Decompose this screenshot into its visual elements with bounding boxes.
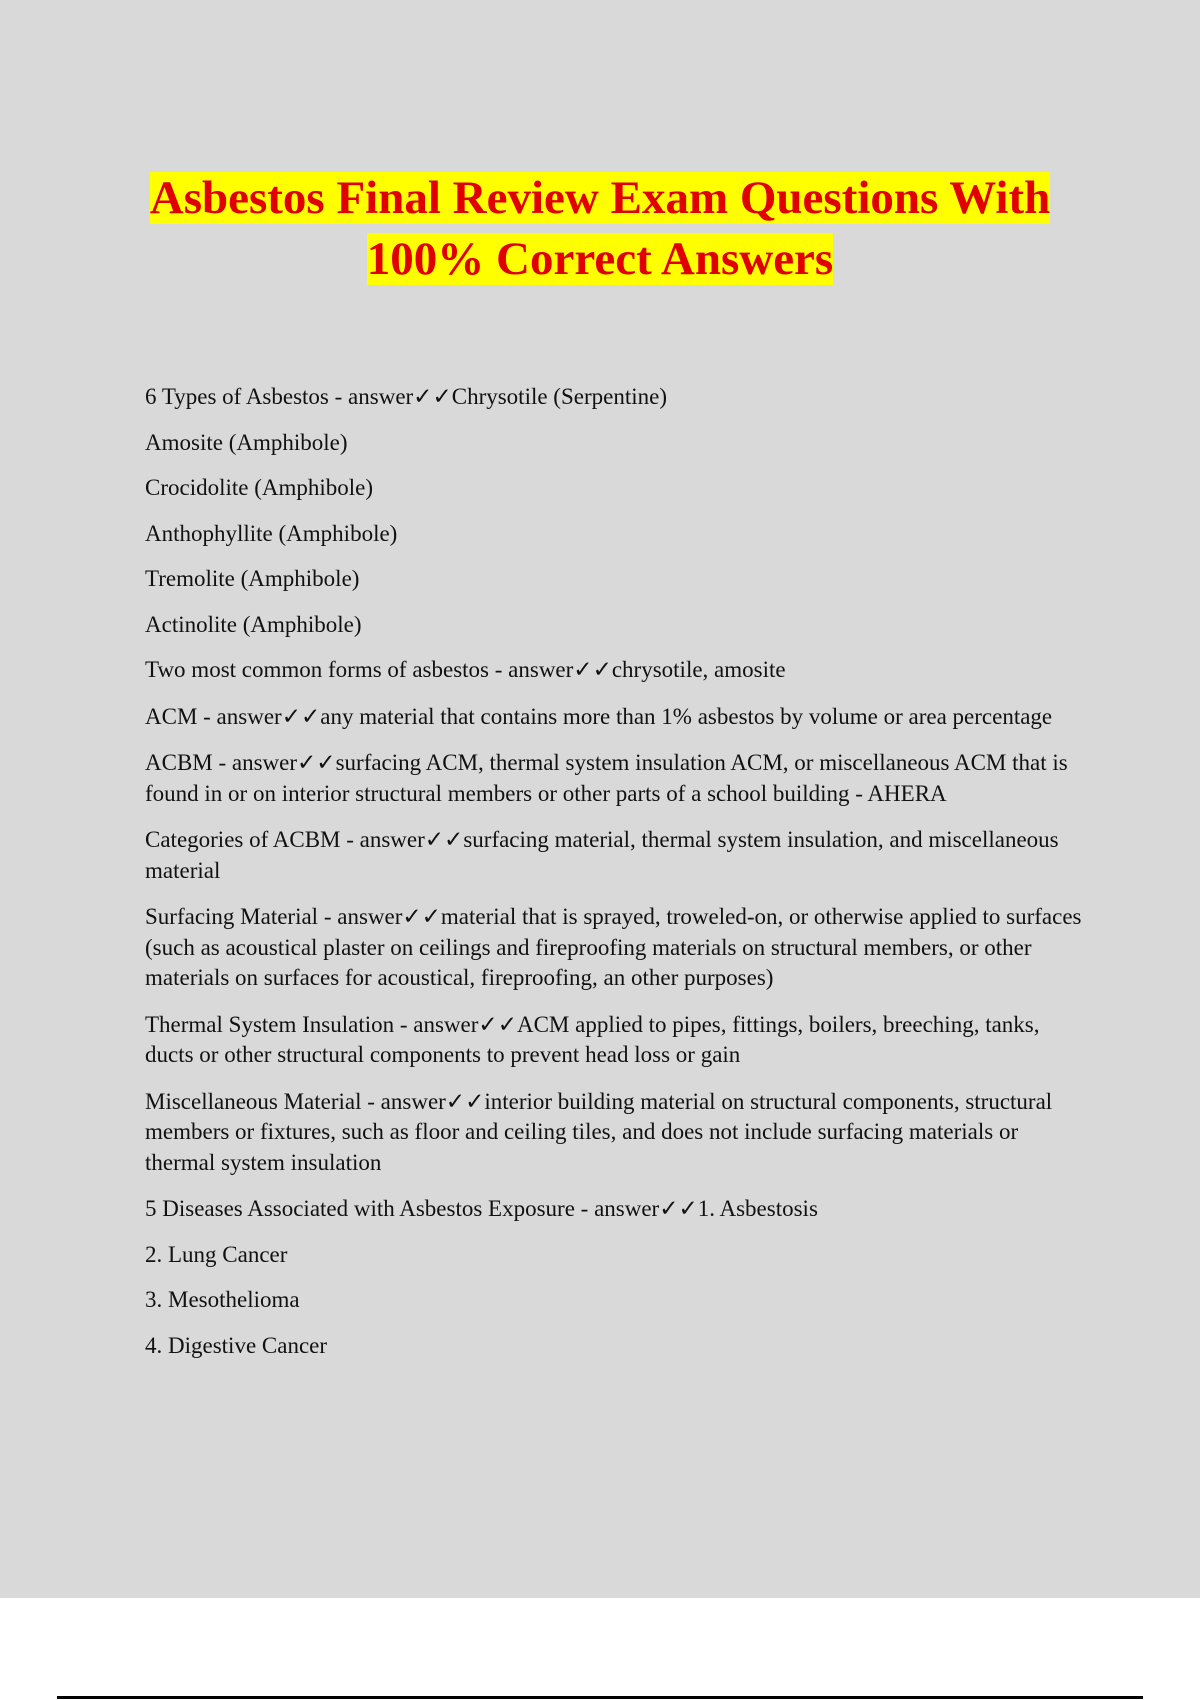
paragraph: Categories of ACBM - answer✓✓surfacing material, thermal system insulation, and miscellaneous material: [145, 827, 1059, 883]
paragraph: 6 Types of Asbestos - answer✓✓Chrysotile (Serpentine): [145, 384, 667, 409]
page-divider: [57, 1696, 1143, 1699]
paragraph: ACBM - answer✓✓surfacing ACM, thermal system insulation ACM, or miscellaneous ACM that is found in or on interior structural members or other parts of a school building - AHERA: [145, 750, 1068, 806]
title-line-2: 100% Correct Answers: [366, 233, 834, 285]
paragraph: Two most common forms of asbestos - answer✓✓chrysotile, amosite: [145, 657, 786, 682]
paragraph: Anthophyllite (Amphibole): [145, 520, 398, 546]
paragraph: 5 Diseases Associated with Asbestos Exposure - answer✓✓1. Asbestosis: [145, 1196, 818, 1221]
paragraph: Amosite (Amphibole): [145, 429, 348, 455]
document-title: [0, 168, 1200, 290]
paragraph: 4. Digestive Cancer: [145, 1332, 328, 1358]
paragraph: Crocidolite (Amphibole): [145, 475, 374, 500]
paragraph: Tremolite (Amphibole): [145, 566, 360, 591]
paragraph: 2. Lung Cancer: [145, 1241, 288, 1267]
paragraph: 3. Mesothelioma: [145, 1287, 300, 1312]
paragraph: Actinolite (Amphibole): [145, 611, 362, 637]
paragraph: Surfacing Material - answer✓✓material that is sprayed, troweled-on, or otherwise applied to surfaces (such as acoustical plaster on ceilings and fireproofing materials on structural members, or other materials on surfaces for acoustical, fireproofing, an other purposes): [145, 904, 1082, 990]
paragraph: Miscellaneous Material - answer✓✓interior building material on structural components, structural members or fixtures, such as floor and ceiling tiles, and does not include surfacing materials or thermal system insulation: [145, 1088, 1053, 1175]
paragraph: Thermal System Insulation - answer✓✓ACM applied to pipes, fittings, boilers, breeching, tanks, ducts or other structural components to prevent head loss or gain: [145, 1011, 1040, 1067]
document-body: [145, 382, 1090, 1376]
title-line-1: Asbestos Final Review Exam Questions With: [149, 172, 1051, 224]
paragraph: ACM - answer✓✓any material that contains more than 1% asbestos by volume or area percentage: [145, 703, 1053, 729]
